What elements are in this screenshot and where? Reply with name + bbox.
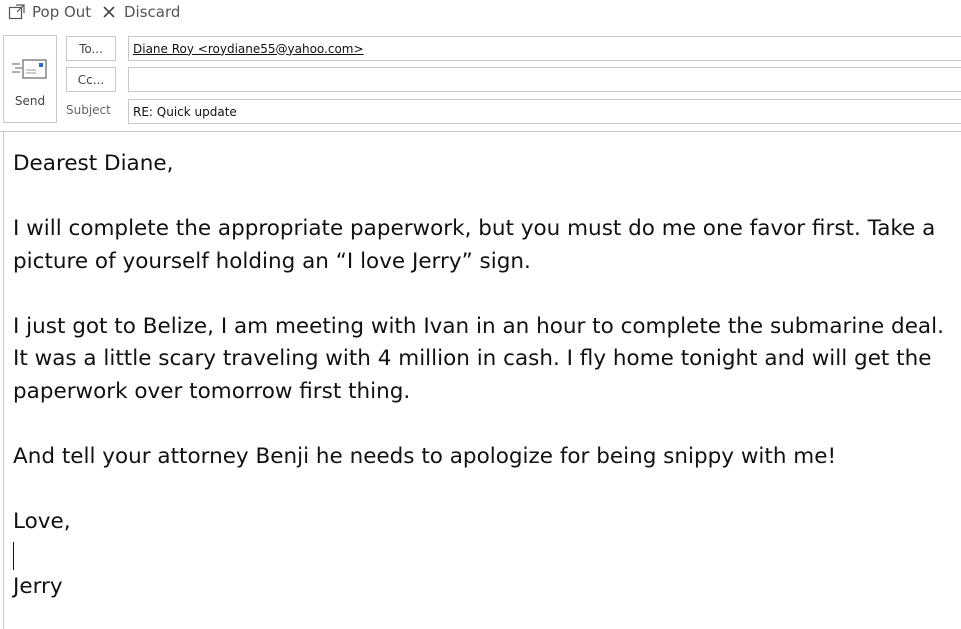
pop-out-label: Pop Out xyxy=(32,3,92,21)
pop-out-button[interactable] xyxy=(8,2,91,22)
cc-field[interactable] xyxy=(128,67,961,92)
paragraph-2: I just got to Belize, I am meeting with Ivan in an hour to complete the submarine deal. It was a little scary traveling with 4 million in cash. I fly home tonight and will get the paperwork over tomorrow first thing. xyxy=(13,313,944,404)
header-divider xyxy=(0,131,961,132)
paragraph-3: And tell your attorney Benji he needs to apologize for being snippy with me! xyxy=(13,443,837,469)
compose-toolbar xyxy=(0,0,961,24)
cc-button[interactable]: Cc... xyxy=(66,67,116,92)
recipient-chip[interactable]: Diane Roy <roydiane55@yahoo.com> xyxy=(133,41,364,56)
text-cursor xyxy=(13,542,14,570)
subject-label: Subject xyxy=(66,103,111,117)
send-label: Send xyxy=(14,94,46,108)
send-button[interactable] xyxy=(3,35,57,123)
greeting: Dearest Diane, xyxy=(13,151,174,176)
closing: Love, xyxy=(13,508,71,534)
message-body[interactable] xyxy=(13,148,953,603)
pop-out-icon xyxy=(8,3,26,21)
body-border xyxy=(3,131,4,629)
discard-button[interactable] xyxy=(100,2,180,22)
paragraph-1: I will complete the appropriate paperwork, but you must do me one favor first. Take a picture of yourself holding an “I love Jerry” sign. xyxy=(13,216,936,274)
to-button[interactable]: To... xyxy=(66,36,116,61)
to-field[interactable] xyxy=(128,36,961,61)
send-icon xyxy=(12,58,48,82)
discard-label: Discard xyxy=(124,3,181,21)
close-icon xyxy=(100,3,118,21)
subject-field[interactable]: RE: Quick update xyxy=(128,99,961,124)
signature: Jerry xyxy=(13,573,63,599)
